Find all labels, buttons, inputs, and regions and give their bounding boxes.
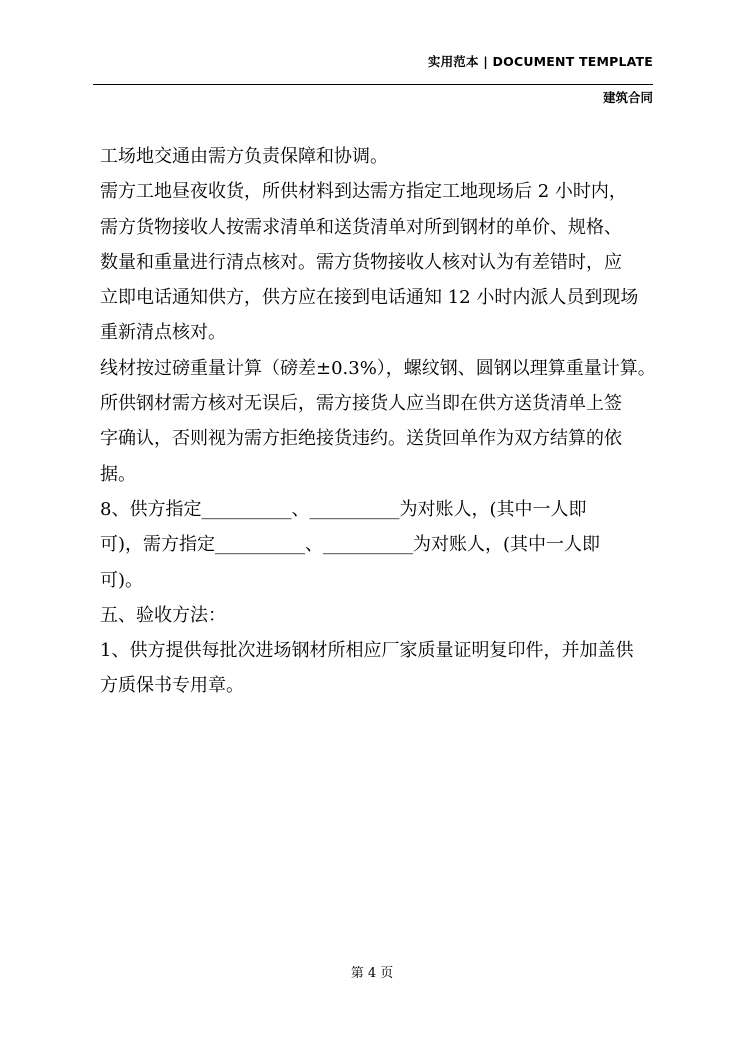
section-heading: 五、验收方法： [100, 604, 226, 626]
body-line: 所供钢材需方核对无误后，需方接货人应当即在供方送货清单上签 [100, 393, 622, 415]
body-line: 字确认，否则视为需方拒绝接货违约。送货回单作为双方结算的依 [100, 428, 622, 450]
body-text [100, 139, 660, 704]
body-line: 1、供方提供每批次进场钢材所相应厂家质量证明复印件，并加盖供 [100, 640, 634, 662]
body-line: 需方货物接收人按需求清单和送货清单对所到钢材的单价、规格、 [100, 216, 622, 238]
body-line: 数量和重量进行清点核对。需方货物接收人核对认为有差错时，应 [100, 251, 622, 273]
body-line: 可)。 [100, 569, 144, 591]
body-line: 工场地交通由需方负责保障和协调。 [100, 146, 388, 167]
body-line: 需方工地昼夜收货，所供材料到达需方指定工地现场后 2 小时内， [100, 181, 627, 203]
page-number: 第 4 页 [350, 966, 394, 981]
header-subtitle: 建筑合同 [602, 90, 653, 105]
body-line: 据。 [100, 463, 136, 485]
body-line: 8、供方指定__________、__________为对账人，(其中一人即 [100, 498, 587, 520]
body-line: 重新清点核对。 [100, 322, 226, 344]
body-line: 方质保书专用章。 [100, 675, 244, 697]
header-divider [93, 84, 653, 85]
body-line: 线材按过磅重量计算（磅差±0.3%），螺纹钢、圆钢以理算重量计算。 [100, 357, 656, 379]
body-line: 可)，需方指定__________、__________为对账人，(其中一人即 [100, 534, 601, 556]
body-line: 立即电话通知供方，供方应在接到电话通知 12 小时内派人员到现场 [100, 287, 639, 309]
header-title: 实用范本 | DOCUMENT TEMPLATE [427, 54, 653, 69]
